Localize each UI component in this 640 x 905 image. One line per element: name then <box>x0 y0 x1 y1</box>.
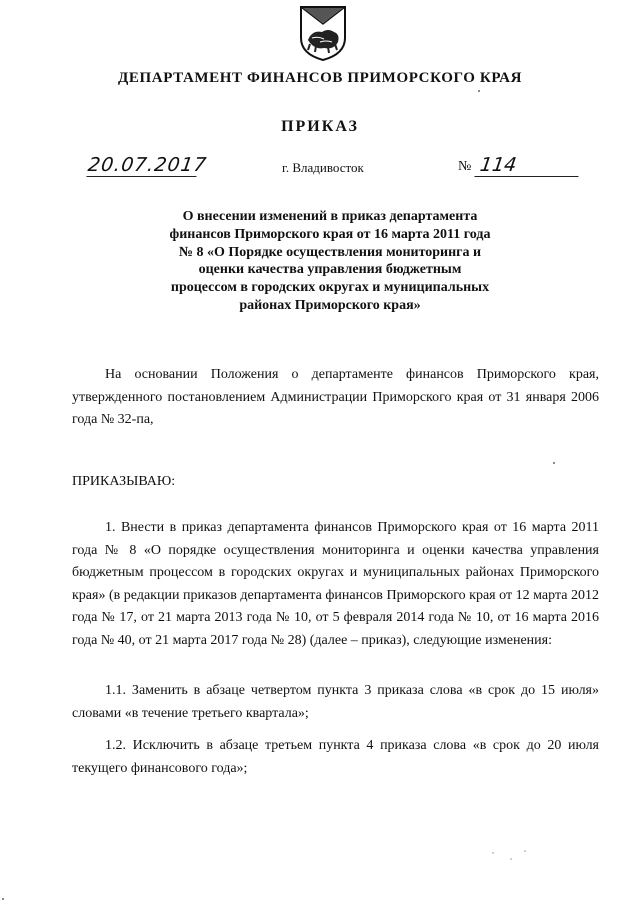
scan-speck <box>478 90 480 92</box>
subject-line: оценки качества управления бюджетным <box>198 262 462 278</box>
order-date: 20.07.2017 <box>86 154 209 176</box>
order-city: г. Владивосток <box>282 160 364 175</box>
decree-word: ПРИКАЗЫВАЮ: <box>72 474 176 489</box>
order-number: 114 <box>474 154 581 177</box>
order-subject <box>160 208 500 315</box>
department-name: ДЕПАРТАМЕНТ ФИНАНСОВ ПРИМОРСКОГО КРАЯ <box>117 70 523 86</box>
order-number-sign: № <box>458 159 472 174</box>
subject-line: процессом в городских округах и муниципальных <box>170 280 490 296</box>
subject-line: О внесении изменений в приказ департамента <box>182 209 478 224</box>
basis-paragraph <box>72 364 599 432</box>
item-1-2-text: 1.2. Исключить в абзаце третьем пункта 4 приказа слова «в срок до 20 июля текущего финансового года»; <box>72 738 599 776</box>
basis-text: На основании Положения о департаменте финансов Приморского края, утвержденного постановлением Администрации Приморского края от 31 января 2006 года № 32-па, <box>72 367 599 427</box>
subject-line: № 8 «О Порядке осуществления мониторинга и <box>178 244 482 260</box>
scan-speck <box>553 462 555 464</box>
subject-line: районах Приморского края» <box>239 297 421 313</box>
subject-line: финансов Приморского края от 16 марта 2011 года <box>169 226 491 242</box>
item-1-1-paragraph <box>72 680 599 725</box>
scan-speck <box>510 858 512 860</box>
item-1-paragraph <box>72 517 599 652</box>
scan-speck <box>2 898 4 900</box>
scan-speck <box>524 850 526 852</box>
document-title: ПРИКАЗ <box>281 118 359 135</box>
scan-speck <box>492 852 494 854</box>
item-1-1-text: 1.1. Заменить в абзаце четвертом пункта 3 приказа слова «в срок до 15 июля» словами «в течение третьего квартала»; <box>72 683 599 721</box>
coat-of-arms-icon <box>298 4 348 62</box>
item-1-2-paragraph <box>72 735 599 780</box>
item-1-text: 1. Внести в приказ департамента финансов Приморского края от 16 марта 2011 года № 8 «О порядке осуществления мониторинга и оценки качества управления бюджетным процессом в городских округах и муниципальных районах Приморского края» (в редакции приказов департамента финансов Приморского края от 12 марта 2012 года № 17, от 21 марта 2013 года № 10, от 5 февраля 2014 года № 10, от 16 марта 2016 года № 40, от 21 марта 2017 года № 28) (далее – приказ), следующие изменения: <box>72 520 599 648</box>
